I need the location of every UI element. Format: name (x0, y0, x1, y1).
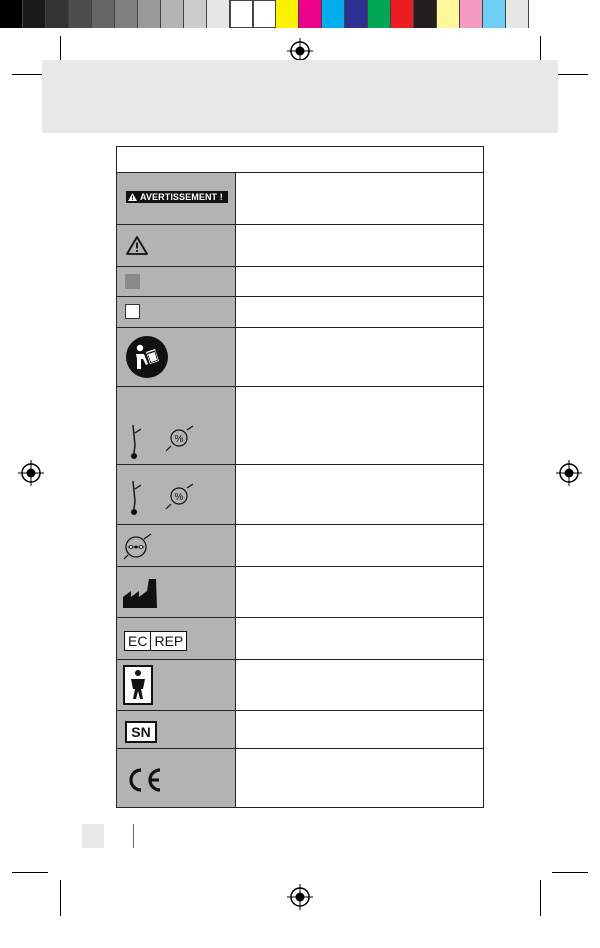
symbol-cell (117, 465, 236, 524)
table-row (117, 465, 483, 525)
table-row (117, 660, 483, 711)
color-swatch (0, 0, 23, 28)
table-row (117, 297, 483, 328)
symbol-cell (117, 173, 236, 224)
registration-mark-icon (556, 460, 582, 486)
symbol-cell (117, 618, 236, 659)
crop-mark (60, 880, 61, 916)
color-swatch (92, 0, 115, 28)
ec-rep-part: REP (150, 632, 186, 650)
empty-square-icon (125, 304, 140, 319)
symbol-cell (117, 525, 236, 566)
serial-number-label: SN (131, 724, 151, 740)
description-cell (236, 711, 483, 748)
color-swatch (138, 0, 161, 28)
color-swatch (253, 0, 276, 28)
table-row (117, 173, 483, 225)
temperature-humidity-limit-icon (121, 479, 201, 519)
color-swatch (184, 0, 207, 28)
symbol-cell (117, 267, 236, 296)
crop-mark (552, 872, 588, 873)
description-cell (236, 465, 483, 524)
description-cell (236, 567, 483, 617)
registration-mark-icon (287, 884, 313, 910)
air-pressure-limit-icon (123, 533, 159, 561)
table-row (117, 749, 483, 807)
color-swatch (69, 0, 92, 28)
symbol-cell (117, 711, 236, 748)
color-calibration-bar (0, 0, 529, 28)
crop-mark (12, 872, 48, 873)
table-row (117, 525, 483, 567)
type-bf-applied-part-icon (123, 665, 153, 705)
warning-triangle-icon (126, 236, 148, 255)
ce-mark-icon (124, 766, 164, 794)
crop-mark (540, 880, 541, 916)
table-row (117, 618, 483, 660)
footer-divider (133, 824, 134, 848)
color-swatch (506, 0, 529, 28)
color-swatch (368, 0, 391, 28)
symbol-cell (117, 225, 236, 266)
serial-number-symbol (125, 721, 157, 743)
color-swatch (161, 0, 184, 28)
color-swatch (46, 0, 69, 28)
manufacturer-icon (123, 577, 159, 609)
table-row (117, 225, 483, 267)
warning-label-text: AVERTISSEMENT ! (140, 192, 223, 202)
svg-text:%: % (174, 492, 184, 503)
table-row (117, 267, 483, 297)
symbols-table (116, 146, 484, 808)
symbol-cell (117, 297, 236, 327)
color-swatch (115, 0, 138, 28)
description-cell (236, 749, 483, 807)
description-cell (236, 173, 483, 224)
description-cell (236, 387, 483, 464)
color-swatch (414, 0, 437, 28)
symbol-cell (117, 328, 236, 386)
filled-square-icon (125, 274, 140, 289)
table-row (117, 567, 483, 618)
page-number-box (82, 824, 104, 848)
color-swatch (276, 0, 299, 28)
read-manual-icon (125, 335, 169, 379)
svg-text:%: % (174, 434, 184, 445)
color-swatch (345, 0, 368, 28)
symbol-cell (117, 387, 236, 464)
symbol-cell (117, 660, 236, 710)
description-cell (236, 267, 483, 296)
color-swatch (391, 0, 414, 28)
warning-triangle-icon (128, 193, 137, 201)
color-swatch (230, 0, 253, 28)
color-swatch (460, 0, 483, 28)
description-cell (236, 660, 483, 710)
ec-rep-symbol (124, 631, 187, 651)
description-cell (236, 297, 483, 327)
description-cell (236, 618, 483, 659)
table-header (117, 147, 483, 173)
color-swatch (299, 0, 322, 28)
description-cell (236, 225, 483, 266)
table-row (117, 387, 483, 465)
description-cell (236, 525, 483, 566)
symbol-cell (117, 567, 236, 617)
temperature-humidity-limit-icon (121, 423, 201, 463)
symbol-cell (117, 749, 236, 807)
description-cell (236, 328, 483, 386)
ec-rep-part: EC (128, 633, 148, 649)
header-band (42, 60, 558, 133)
table-row (117, 328, 483, 387)
registration-mark-icon (18, 460, 44, 486)
color-swatch (322, 0, 345, 28)
table-row (117, 711, 483, 749)
color-swatch (483, 0, 506, 28)
color-swatch (23, 0, 46, 28)
color-swatch (207, 0, 230, 28)
color-swatch (437, 0, 460, 28)
warning-label (126, 191, 228, 203)
